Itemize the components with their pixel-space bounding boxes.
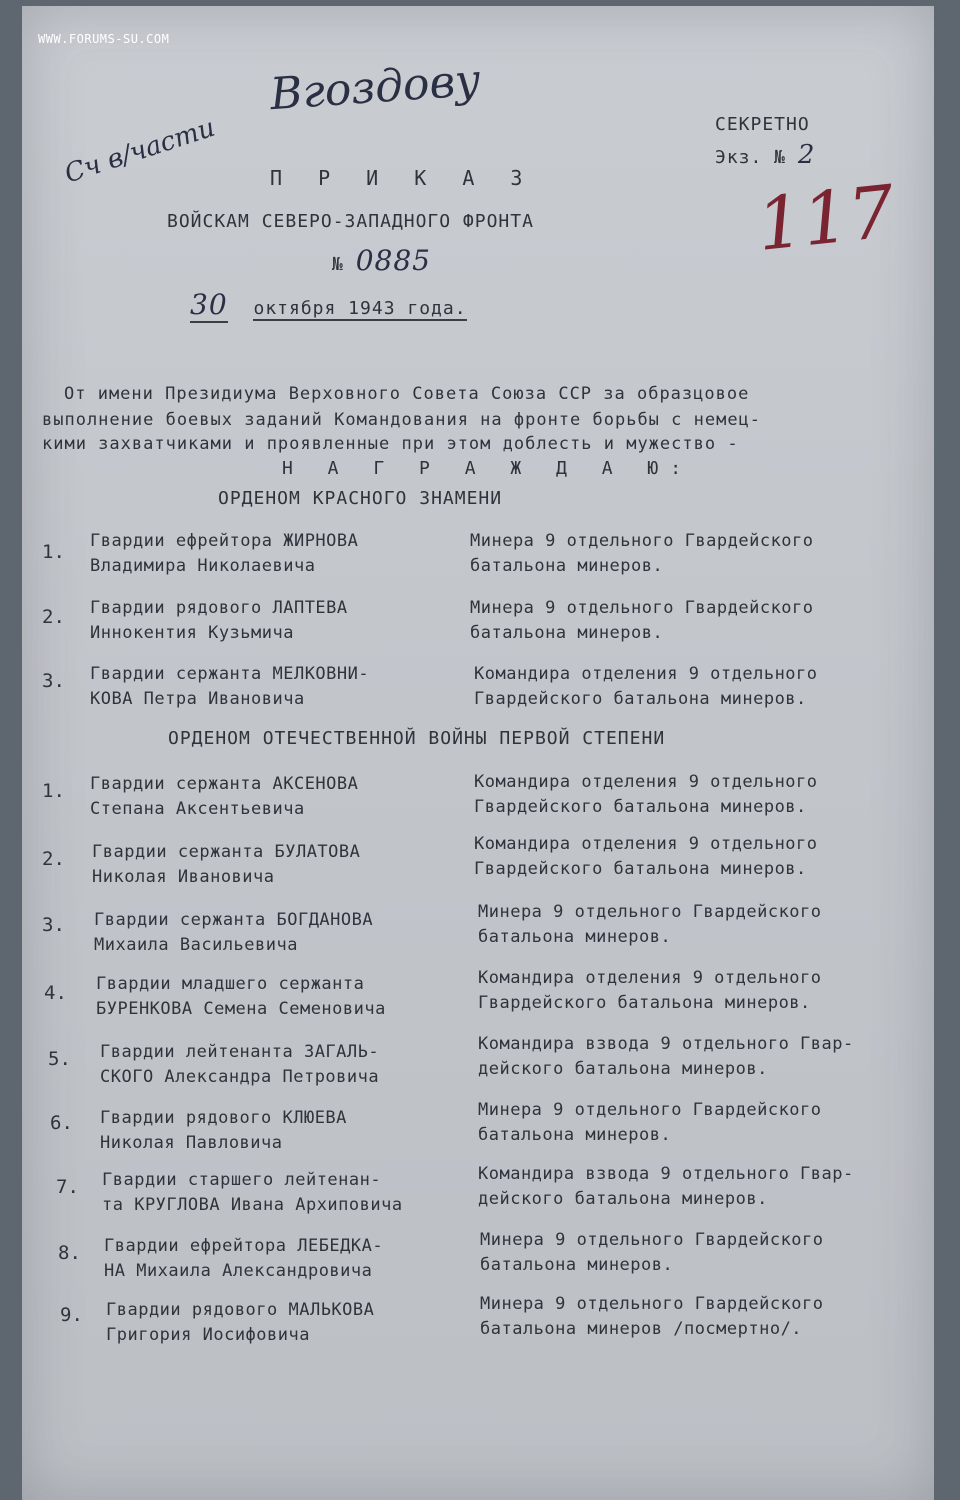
entry-name-line: Гвардии рядового МАЛЬКОВА [106, 1300, 375, 1320]
entry-role [478, 1032, 928, 1082]
intro-line-3: кими захватчиками и проявленные при этом доблесть и мужество - [42, 434, 739, 454]
entry-role-line: Командира отделения 9 отдельного [478, 968, 822, 988]
order-title: П Р И К А З [270, 166, 535, 190]
entry-role-line: батальона минеров /посмертно/. [480, 1319, 803, 1339]
entry-role [478, 1098, 928, 1148]
entry-number: 2. [42, 606, 65, 628]
entry-role-line: Гвардейского батальона минеров. [474, 689, 807, 709]
entry-role-line: Минера 9 отдельного Гвардейского [470, 598, 814, 618]
entry-name [92, 840, 472, 890]
entry-name-line: КОВА Петра Ивановича [90, 689, 305, 709]
entry-role [478, 1162, 928, 1212]
document-page [22, 6, 934, 1500]
entry-role-line: Гвардейского батальона минеров. [474, 859, 807, 879]
entry-role-line: Минера 9 отдельного Гвардейского [480, 1294, 824, 1314]
entry-role-line: Гвардейского батальона минеров. [478, 993, 811, 1013]
entry-name-line: Гвардии рядового КЛЮЕВА [100, 1108, 347, 1128]
handwritten-red-number: 117 [752, 169, 899, 267]
entry-name-line: Иннокентия Кузьмича [90, 623, 294, 643]
entry-name-line: Николая Ивановича [92, 867, 275, 887]
entry-number: 8. [58, 1242, 81, 1264]
entry-name-line: Гвардии сержанта БОГДАНОВА [94, 910, 374, 930]
section-title-red-banner: ОРДЕНОМ КРАСНОГО ЗНАМЕНИ [218, 488, 503, 509]
watermark: WWW.FORUMS-SU.COM [38, 32, 170, 46]
entry-name-line: Владимира Николаевича [90, 556, 316, 576]
copy-label [715, 140, 815, 170]
order-date [190, 288, 467, 321]
entry-name [90, 772, 470, 822]
entry-name-line: Гвардии ефрейтора ЖИРНОВА [90, 531, 359, 551]
entry-name-line: та КРУГЛОВА Ивана Архиповича [102, 1195, 403, 1215]
copy-number: 2 [797, 140, 816, 170]
secret-label: СЕКРЕТНО [715, 114, 810, 135]
entry-role [480, 1292, 930, 1342]
entry-name-line: Гвардии сержанта АКСЕНОВА [90, 774, 359, 794]
entry-name [104, 1234, 484, 1284]
entry-role-line: Командира взвода 9 отдельного Гвар- [478, 1164, 854, 1184]
entry-role [478, 966, 928, 1016]
entry-number: 5. [48, 1048, 71, 1070]
handwritten-note: Сч в/части [61, 112, 219, 190]
entry-role [470, 529, 920, 579]
entry-role-line: Минера 9 отдельного Гвардейского [478, 1100, 822, 1120]
copy-prefix: Экз. № [715, 147, 787, 168]
entry-role-line: Командира отделения 9 отдельного [474, 772, 818, 792]
entry-role-line: Командира взвода 9 отдельного Гвар- [478, 1034, 854, 1054]
entry-number: 1. [42, 780, 65, 802]
order-number [332, 244, 431, 277]
entry-name-line: Степана Аксентьевича [90, 799, 305, 819]
entry-name-line: СКОГО Александра Петровича [100, 1067, 380, 1087]
entry-number: 1. [42, 541, 65, 563]
entry-name-line: Михаила Васильевича [94, 935, 298, 955]
entry-name [102, 1168, 482, 1218]
date-day: 30 [190, 288, 228, 321]
entry-role [474, 662, 924, 712]
entry-role-line: батальона минеров. [470, 623, 664, 643]
section-title-patriotic-war: ОРДЕНОМ ОТЕЧЕСТВЕННОЙ ВОЙНЫ ПЕРВОЙ СТЕПЕНИ [168, 728, 666, 749]
entry-number: 7. [56, 1176, 79, 1198]
entry-name-line: Григория Иосифовича [106, 1325, 310, 1345]
entry-name [106, 1298, 486, 1348]
entry-name-line: Гвардии младшего сержанта [96, 974, 365, 994]
intro-line-4: Н А Г Р А Ж Д А Ю: [282, 458, 694, 479]
entry-name-line: Гвардии рядового ЛАПТЕВА [90, 598, 348, 618]
entry-name-line: Гвардии сержанта БУЛАТОВА [92, 842, 361, 862]
entry-role-line: батальона минеров. [480, 1255, 674, 1275]
entry-role-line: дейского батальона минеров. [478, 1189, 768, 1209]
order-number-handwritten: 0885 [355, 244, 431, 277]
entry-number: 2. [42, 848, 65, 870]
entry-name [100, 1106, 480, 1156]
entry-number: 3. [42, 670, 65, 692]
entry-number: 3. [42, 914, 65, 936]
entry-number: 6. [50, 1112, 73, 1134]
entry-name-line: Николая Павловича [100, 1133, 283, 1153]
entry-role-line: Минера 9 отдельного Гвардейского [478, 902, 822, 922]
entry-name-line: Гвардии сержанта МЕЛКОВНИ- [90, 664, 370, 684]
entry-name [90, 529, 470, 579]
intro-line-1: От имени Президиума Верховного Совета Союза ССР за образцовое [64, 384, 750, 404]
date-rest: октября 1943 года. [253, 298, 467, 319]
entry-role-line: Командира отделения 9 отдельного [474, 834, 818, 854]
entry-role-line: Командира отделения 9 отдельного [474, 664, 818, 684]
entry-name [94, 908, 474, 958]
handwritten-name: Вгоздову [268, 54, 483, 121]
entry-role-line: батальона минеров. [478, 1125, 672, 1145]
entry-role-line: Гвардейского батальона минеров. [474, 797, 807, 817]
order-subtitle: ВОЙСКАМ СЕВЕРО-ЗАПАДНОГО ФРОНТА [167, 211, 534, 232]
entry-name-line: БУРЕНКОВА Семена Семеновича [96, 999, 386, 1019]
entry-name [90, 596, 470, 646]
entry-number: 4. [44, 982, 67, 1004]
entry-role-line: батальона минеров. [478, 927, 672, 947]
entry-name-line: Гвардии ефрейтора ЛЕБЕДКА- [104, 1236, 384, 1256]
entry-role-line: Минера 9 отдельного Гвардейского [470, 531, 814, 551]
entry-role-line: Минера 9 отдельного Гвардейского [480, 1230, 824, 1250]
entry-name [100, 1040, 480, 1090]
entry-role [474, 832, 924, 882]
entry-role [478, 900, 928, 950]
entry-name-line: Гвардии старшего лейтенан- [102, 1170, 382, 1190]
entry-role [480, 1228, 930, 1278]
entry-number: 9. [60, 1304, 83, 1326]
intro-line-2: выполнение боевых заданий Командования на фронте борьбы с немец- [42, 410, 762, 430]
entry-role [474, 770, 924, 820]
number-prefix: № [332, 254, 344, 275]
entry-name-line: НА Михаила Александровича [104, 1261, 373, 1281]
entry-name [90, 662, 470, 712]
entry-name [96, 972, 476, 1022]
entry-role-line: дейского батальона минеров. [478, 1059, 768, 1079]
entry-role-line: батальона минеров. [470, 556, 664, 576]
entry-name-line: Гвардии лейтенанта ЗАГАЛЬ- [100, 1042, 380, 1062]
entry-role [470, 596, 920, 646]
